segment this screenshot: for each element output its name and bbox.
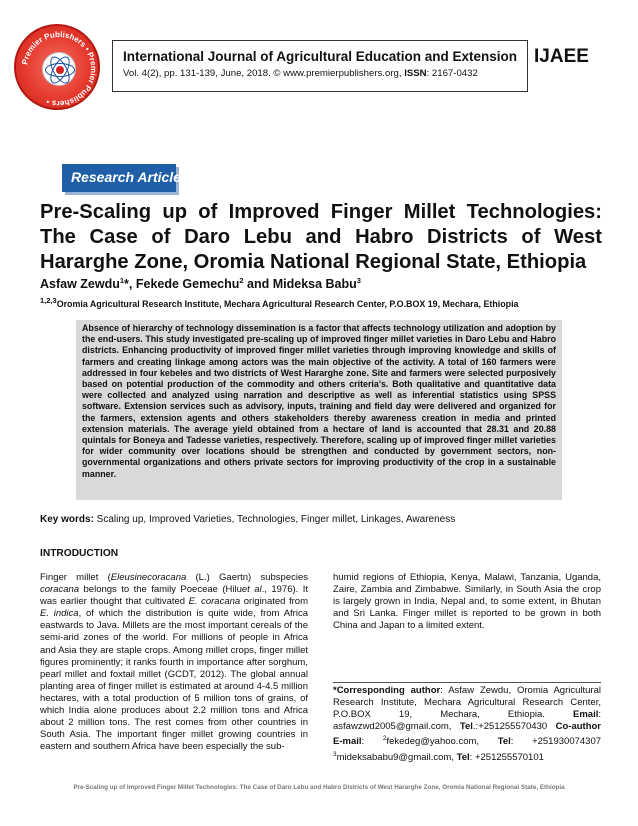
coauthor-email-2[interactable]: fekedeg@yahoo.com, [386, 736, 498, 748]
author-2: Fekede Gemechu [135, 277, 240, 292]
journal-abbrev: IJAEE [534, 46, 589, 67]
publisher-logo [14, 24, 100, 110]
article-title: Pre-Scaling up of Improved Finger Millet Technologies: The Case of Daro Lebu and Habro Districts of West Hararghe Zone, Oromia National Regional State, Ethiopia [40, 201, 602, 273]
journal-name: International Journal of Agricultural Education and Extension [123, 49, 518, 64]
coauthor-email-3[interactable]: mideksababu9@gmail.com, [336, 751, 457, 763]
keywords: Key words: Scaling up, Improved Varieties, Technologies, Finger millet, Linkages, Awareness [40, 514, 456, 525]
section-heading-introduction: INTRODUCTION [40, 548, 119, 559]
journal-header [112, 40, 528, 92]
article-type-badge: Research Article [62, 164, 176, 192]
intro-column-left: Finger millet (Eleusinecoracana (L.) Gaertn) subspecies coracana belongs to the family Poeceae (Hiluet al., 1976). It was earlier thought that cultivated E. coracana originated from E. indica, of which the distribution is quite wide, from Africa eastwards to Java. Millets are the most important cereals of the semi-arid zones of the world. For millions of people in Africa and Asia they are staple crops. Among millet crops, finger millet figures prominently; it ranks fourth in importance after sorghum, pearl millet and foxtail millet (GCDT, 2012). The global annual planting area of finger millet is estimated at around 4-4.5 million hectares, with a total production of 5 million tons of grains, of which India alone produces about 2.2 million tons and Africa about 2 million tons. The rest comes from other countries in South Asia. The important finger millet growing countries in eastern and southern Africa have been especially the sub- [40, 572, 308, 753]
author-3: Mideksa Babu [272, 277, 357, 292]
abstract: Absence of hierarchy of technology dissemination is a factor that affects technology utilization and adoption by the end-users. This study investigated pre-scaling up of improved finger millet varieties in Daro Lebu and Habro districts. Enhancing productivity of improved finger millet varieties through improving knowledge and skills of farmers and creating linkage among actors was the main objective of the activity. A total of 160 farmers were addressed in four kebeles and two districts of West Hararghe zone. Site and farmers were selected purposively based on potential production of the commodity and others criteria's. Both qualitative and quantitative data were collected and analyzed using narration and descriptive as well as inferential statistics using SPSS software. Extension services such as advisory, inputs, training and field day were delivered and organized for the farmers, extension agents and others stakeholders thereby awareness creation in media and printed extension materials. The average yield obtained from a hectare of land is accounted that 28.31 and 20.88 quintals for Boneya and Tadesse varieties, respectively. Therefore, scaling up of improved finger millet varieties for wider community over locations should be strengthen and conducted by government sectors, non-governmental organizations and others private sectors for improving productivity of the crop in a sustainable manner. [76, 320, 562, 500]
intro-column-right: humid regions of Ethiopia, Kenya, Malawi, Tanzania, Uganda, Zaire, Zambia and Zimbabwe. Similarly, in South Asia the crop is largely grown in India, Nepal and, to some extent, in Bhutan and Sri Lanka. Finger millet is reported to be grown in both China and Japan to a limited extent. [333, 572, 601, 632]
globe-icon [42, 52, 76, 86]
email-link[interactable]: : asfawzwd2005@gmail.com, [333, 709, 601, 733]
affiliation: $^{1,2,3}$Oromia Agricultural Research Institute, Mechara Agricultural Research Center, P.O.BOX 19, Mechara, Ethiopia [40, 296, 519, 309]
page-footer: Pre-Scaling up of Improved Finger Millet Technologies: The Case of Daro Lebu and Habro Districts of West Hararghe Zone, Oromia National Regional State, Ethiopia [73, 784, 565, 791]
author-1: Asfaw Zewdu [40, 277, 120, 292]
author-list: Asfaw Zewdu$^1$*, Fekede Gemechu$^2$ and Mideksa Babu$^3$ [40, 276, 361, 292]
corresponding-author-box: *Corresponding author: Asfaw Zewdu, Oromia Agricultural Research Institute, Mechara Agricultural Research Center, P.O.BOX 19, Mechara, Ethiopia. Email: asfawzwd2005@gmail.com, Tel.:+251255570430 Co-author E-mail: $^2$fekedeg@yahoo.com, Tel: +251930074307 $^3$mideksababu9@gmail.com, Tel: +251255570101 [333, 682, 601, 764]
journal-meta: Vol. 4(2), pp. 131-139, June, 2018. © www.premierpublishers.org, ISSN: 2167-0432 [123, 68, 478, 79]
svg-text:Premier Publishers • Premier P: Premier Publishers • Premier Publishers • [20, 29, 99, 109]
